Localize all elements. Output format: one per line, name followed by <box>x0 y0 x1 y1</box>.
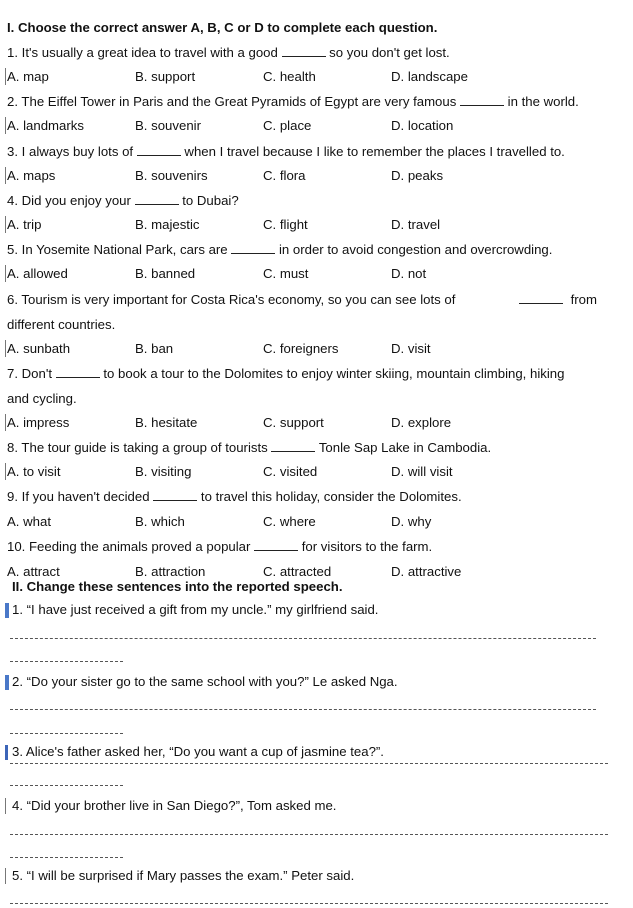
answer-blank[interactable] <box>153 489 197 501</box>
question-3-text: 3. I always buy lots of <box>7 144 134 159</box>
option-d[interactable]: D. landscape <box>391 69 468 84</box>
question-10-options <box>7 564 617 580</box>
margin-bar <box>5 414 6 431</box>
margin-marker <box>5 675 9 690</box>
answer-blank[interactable] <box>137 144 181 156</box>
margin-marker <box>5 745 8 760</box>
answer-line[interactable] <box>10 834 608 835</box>
question-6-text: 6. Tourism is very important for Costa Rica's economy, so you can see lots of <box>7 292 456 307</box>
question-7-options <box>7 415 617 431</box>
question-2-options <box>7 118 617 134</box>
question-6-options <box>7 341 617 357</box>
margin-bar <box>5 265 6 282</box>
answer-line[interactable] <box>10 857 123 858</box>
option-d[interactable]: D. explore <box>391 415 452 430</box>
option-c[interactable]: C. where <box>263 514 316 529</box>
question-1-options <box>7 69 617 85</box>
option-d[interactable]: D. peaks <box>391 168 444 183</box>
answer-line[interactable] <box>10 763 608 764</box>
question-1-text: 1. It's usually a great idea to travel with a good <box>7 45 278 60</box>
answer-blank[interactable] <box>460 94 504 106</box>
option-a[interactable]: A. maps <box>7 168 56 183</box>
option-b[interactable]: B. which <box>135 514 185 529</box>
question-6 <box>7 292 597 308</box>
question-8 <box>7 440 491 456</box>
option-c[interactable]: C. attracted <box>263 564 332 579</box>
question-5-text: 5. In Yosemite National Park, cars are <box>7 242 228 257</box>
question-2-text: 2. The Eiffel Tower in Paris and the Great Pyramids of Egypt are very famous <box>7 94 457 109</box>
option-a[interactable]: A. sunbath <box>7 341 71 356</box>
reported-item-1: 1. “I have just received a gift from my uncle.” my girlfriend said. <box>12 602 379 617</box>
option-a[interactable]: A. landmarks <box>7 118 84 133</box>
margin-bar <box>5 68 6 85</box>
option-c[interactable]: C. flight <box>263 217 308 232</box>
option-d[interactable]: D. visit <box>391 341 431 356</box>
question-9-text: 9. If you haven't decided <box>7 489 150 504</box>
question-6-text-end: from <box>570 292 597 307</box>
reported-item-4: 4. “Did your brother live in San Diego?”, Tom asked me. <box>12 798 337 813</box>
question-4-options <box>7 217 617 233</box>
answer-blank[interactable] <box>135 193 179 205</box>
answer-blank[interactable] <box>282 45 326 57</box>
question-1 <box>7 45 450 61</box>
option-b[interactable]: B. souvenirs <box>135 168 208 183</box>
margin-bar <box>5 340 6 357</box>
margin-marker <box>5 603 9 618</box>
question-5-text-end: in order to avoid congestion and overcrowding. <box>278 242 553 257</box>
option-a[interactable]: A. to visit <box>7 464 61 479</box>
answer-line[interactable] <box>10 661 123 662</box>
margin-bar <box>5 868 6 884</box>
option-b[interactable]: B. majestic <box>135 217 200 232</box>
question-9-text-end: to travel this holiday, consider the Dolomites. <box>200 489 462 504</box>
question-5-options <box>7 266 617 282</box>
option-d[interactable]: D. location <box>391 118 454 133</box>
answer-blank[interactable] <box>254 539 298 551</box>
question-2-text-end: in the world. <box>507 94 579 109</box>
question-10-text: 10. Feeding the animals proved a popular <box>7 539 251 554</box>
question-8-text-end: Tonle Sap Lake in Cambodia. <box>318 440 492 455</box>
option-d[interactable]: D. travel <box>391 217 441 232</box>
answer-line[interactable] <box>10 903 608 904</box>
answer-blank[interactable] <box>519 292 563 304</box>
margin-bar <box>5 216 6 233</box>
reported-item-5: 5. “I will be surprised if Mary passes the exam.” Peter said. <box>12 868 355 883</box>
answer-blank[interactable] <box>56 366 100 378</box>
question-10 <box>7 539 432 555</box>
question-10-text-end: for visitors to the farm. <box>301 539 433 554</box>
option-c[interactable]: C. must <box>263 266 309 281</box>
option-d[interactable]: D. attractive <box>391 564 462 579</box>
part1-heading: I. Choose the correct answer A, B, C or D to complete each question. <box>7 20 438 35</box>
option-d[interactable]: D. not <box>391 266 427 281</box>
margin-bar <box>5 167 6 184</box>
option-c[interactable]: C. place <box>263 118 312 133</box>
question-5 <box>7 242 552 258</box>
reported-item-2: 2. “Do your sister go to the same school with you?” Le asked Nga. <box>12 674 398 689</box>
option-a[interactable]: A. map <box>7 69 49 84</box>
question-6-continued: different countries. <box>7 317 116 332</box>
question-3-options <box>7 168 617 184</box>
option-b[interactable]: B. ban <box>135 341 174 356</box>
part2-heading: II. Change these sentences into the reported speech. <box>12 579 343 594</box>
option-b[interactable]: B. visiting <box>135 464 192 479</box>
answer-line[interactable] <box>10 638 596 639</box>
question-9 <box>7 489 462 505</box>
option-b[interactable]: B. banned <box>135 266 196 281</box>
margin-bar <box>5 798 6 814</box>
option-c[interactable]: C. health <box>263 69 316 84</box>
question-2 <box>7 94 579 110</box>
reported-item-3: 3. Alice's father asked her, “Do you want a cup of jasmine tea?”. <box>12 744 384 759</box>
question-3-text-end: when I travel because I like to remember the places I travelled to. <box>184 144 565 159</box>
answer-line[interactable] <box>10 709 596 710</box>
option-a[interactable]: A. attract <box>7 564 60 579</box>
option-c[interactable]: C. visited <box>263 464 318 479</box>
question-3 <box>7 144 565 160</box>
option-b[interactable]: B. attraction <box>135 564 206 579</box>
option-d[interactable]: D. why <box>391 514 432 529</box>
margin-bar <box>5 117 6 134</box>
question-7-text: 7. Don't <box>7 366 53 381</box>
margin-bar <box>5 463 6 480</box>
option-b[interactable]: B. souvenir <box>135 118 201 133</box>
option-b[interactable]: B. support <box>135 69 196 84</box>
option-a[interactable]: A. what <box>7 514 51 529</box>
answer-line[interactable] <box>10 733 123 734</box>
question-7 <box>7 366 564 382</box>
question-4-text-end: to Dubai? <box>182 193 239 208</box>
option-d[interactable]: D. will visit <box>391 464 453 479</box>
answer-blank[interactable] <box>271 440 315 452</box>
option-c[interactable]: C. foreigners <box>263 341 339 356</box>
question-7-text-end: to book a tour to the Dolomites to enjoy winter skiing, mountain climbing, hiking <box>103 366 565 381</box>
question-1-text-end: so you don't get lost. <box>329 45 450 60</box>
question-9-options <box>7 514 617 530</box>
option-a[interactable]: A. trip <box>7 217 42 232</box>
option-c[interactable]: C. support <box>263 415 324 430</box>
question-4-text: 4. Did you enjoy your <box>7 193 131 208</box>
answer-blank[interactable] <box>231 242 275 254</box>
answer-line[interactable] <box>10 785 123 786</box>
option-b[interactable]: B. hesitate <box>135 415 198 430</box>
option-c[interactable]: C. flora <box>263 168 306 183</box>
question-7-continued: and cycling. <box>7 391 77 406</box>
question-4 <box>7 193 239 209</box>
option-a[interactable]: A. impress <box>7 415 70 430</box>
question-8-options <box>7 464 617 480</box>
question-8-text: 8. The tour guide is taking a group of tourists <box>7 440 268 455</box>
option-a[interactable]: A. allowed <box>7 266 68 281</box>
